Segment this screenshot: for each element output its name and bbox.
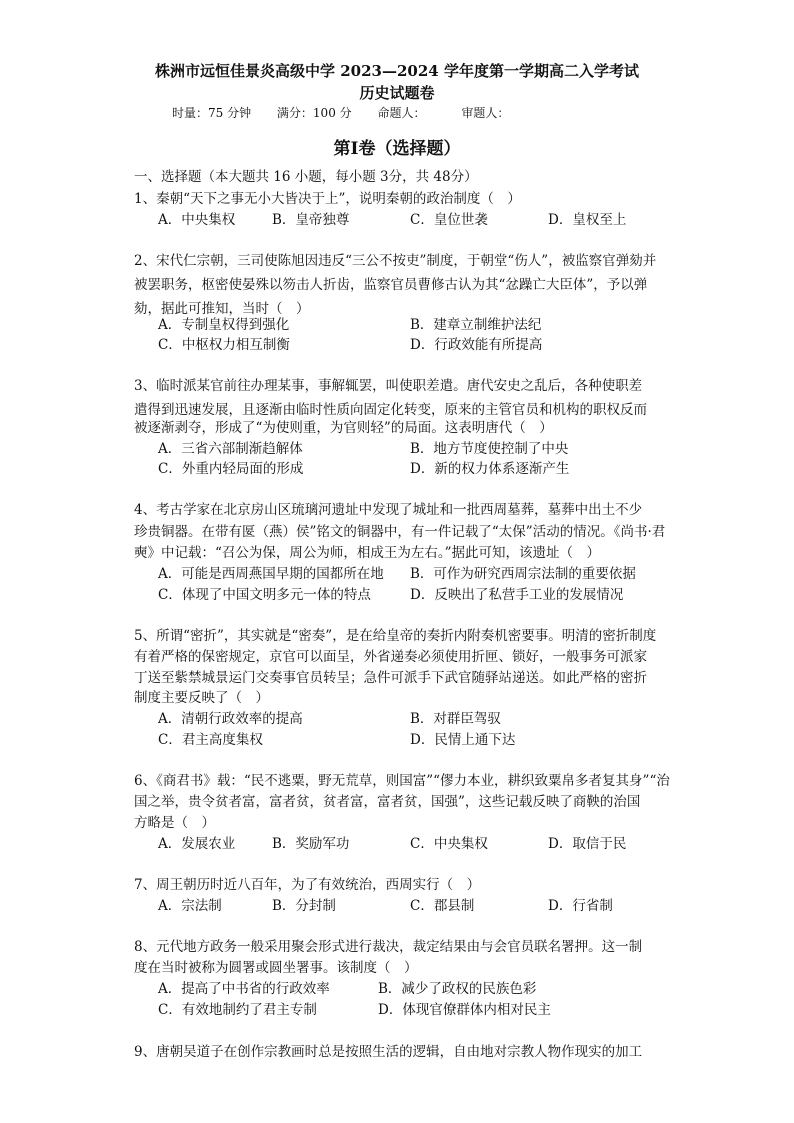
q1-option-c: C．皇位世袭	[410, 212, 488, 228]
q1-option-a: A．中央集权	[158, 212, 236, 228]
q8-option-c: C．有效地制约了君主专制	[158, 1002, 317, 1018]
question-5-line-3: 丁送至紫禁城景运门交奏事官员转呈；急件可派手下武官随驿站递送。如此严格的密折	[134, 670, 647, 686]
question-7-line: 7、周王朝历时近八百年，为了有效统治，西周实行（ ）	[134, 877, 481, 893]
question-2-line-1: 2、宋代仁宗朝，三司使陈旭因违反“三公不按吏”制度，于朝堂“伤人”，被监察官弹劾并	[134, 253, 657, 269]
q3-option-d: D．新的权力体系逐渐产生	[410, 461, 570, 477]
section-instruction: 一、选择题（本大题共 16 小题，每小题 3分，共 48分）	[134, 169, 478, 185]
q2-option-a: A．专制皇权得到强化	[158, 317, 290, 333]
q5-option-c: C．君主高度集权	[158, 732, 263, 748]
question-6-line-1: 6、《商君书》载：“民不逃粟，野无荒草，则国富”“僇力本业，耕织致粟帛多者复其身”“治	[134, 773, 670, 789]
question-6-line-2: 国之举，贵令贫者富，富者贫，贫者富，富者贫，国强”，这些记载反映了商鞅的治国	[134, 794, 641, 810]
question-2-line-2: 被罢职务，枢密使晏殊以笏击人折齿，监察官员曹修古认为其“忿躁亡大臣体”，予以弹	[134, 277, 648, 293]
q4-option-a: A．可能是西周燕国早期的国都所在地	[158, 566, 384, 582]
q4-option-b: B．可作为研究西周宗法制的重要依据	[410, 566, 636, 582]
question-5-line-2: 有着严格的保密规定，京官可以面呈，外省递奏必须使用折匣、锁好，一般事务可派家	[134, 649, 647, 665]
q6-option-a: A．发展农业	[158, 836, 236, 852]
question-1-line: 1、秦朝“天下之事无小大皆决于上”，说明秦朝的政治制度（ ）	[134, 191, 521, 207]
exam-title: 株洲市远恒佳景炎高级中学 2023—2024 学年度第一学期高二入学考试	[155, 62, 639, 80]
q7-option-d: D．行省制	[548, 898, 613, 914]
exam-meta	[172, 104, 531, 121]
q6-option-b: B．奖励军功	[272, 836, 350, 852]
exam-subtitle: 历史试题卷	[359, 84, 435, 102]
q6-option-d: D．取信于民	[548, 836, 627, 852]
question-4-line-2: 珍贵铜器。在带有匽（燕）侯”铭文的铜器中，有一件记载了“太保”活动的情况。《尚书·君	[134, 524, 666, 540]
question-3-line-2: 遣得到迅速发展，且逐渐由临时性质向固定化转变，原来的主管官员和机构的职权反而	[134, 402, 647, 418]
q2-option-b: B．建章立制维护法纪	[410, 317, 542, 333]
q3-option-c: C．外重内轻局面的形成	[158, 461, 304, 477]
question-3-line-1: 3、临时派某官前往办理某事，事解辄罢，叫使职差遣。唐代安史之乱后，各种使职差	[134, 378, 643, 394]
exam-score: 满分：100 分	[276, 106, 352, 120]
q5-option-d: D．民情上通下达	[410, 732, 516, 748]
q8-option-a: A．提高了中书省的行政效率	[158, 981, 330, 997]
section-title: 第Ⅰ卷（选择题）	[333, 139, 461, 159]
question-6-line-3: 方略是（ ）	[134, 815, 215, 831]
question-4-line-3: 奭》中记载：“召公为保，周公为师，相成王为左右。”据此可知，该遗址（ ）	[134, 545, 601, 561]
q6-option-c: C．中央集权	[410, 836, 488, 852]
question-9-line: 9、唐朝吴道子在创作宗教画时总是按照生活的逻辑，自由地对宗教人物作现实的加工	[134, 1044, 643, 1060]
q1-option-d: D．皇权至上	[548, 212, 627, 228]
q8-option-b: B．减少了政权的民族色彩	[378, 981, 537, 997]
q4-option-d: D．反映出了私营手工业的发展情况	[410, 587, 624, 603]
q3-option-a: A．三省六部制渐趋解体	[158, 441, 303, 457]
q7-option-a: A．宗法制	[158, 898, 222, 914]
q8-option-d: D．体现官僚群体内相对民主	[378, 1002, 551, 1018]
q3-option-b: B．地方节度使控制了中央	[410, 441, 569, 457]
q5-option-b: B．对群臣驾驭	[410, 711, 501, 727]
q7-option-b: B．分封制	[272, 898, 336, 914]
exam-time: 时量：75 分钟	[172, 106, 252, 120]
q4-option-c: C．体现了中国文明多元一体的特点	[158, 587, 371, 603]
question-5-line-1: 5、所谓“密折”，其实就是“密奏”，是在给皇帝的奏折内附奏机密要事。明清的密折制度	[134, 628, 657, 644]
q2-option-d: D．行政效能有所提高	[410, 337, 543, 353]
q7-option-c: C．郡县制	[410, 898, 475, 914]
question-4-line-1: 4、考古学家在北京房山区琉璃河遗址中发现了城址和一批西周墓葬，墓葬中出土不少	[134, 502, 643, 518]
question-8-line-1: 8、元代地方政务一般采用聚会形式进行裁决，裁定结果由与会官员联名署押。这一制	[134, 939, 643, 955]
q2-option-c: C．中枢权力相互制衡	[158, 337, 290, 353]
q1-option-b: B．皇帝独尊	[272, 212, 350, 228]
exam-author: 命题人：	[377, 106, 426, 120]
exam-reviewer: 审题人：	[461, 106, 510, 120]
question-3-line-3: 被逐渐剥夺，形成了“为使则重，为官则轻”的局面。这表明唐代（ ）	[134, 420, 553, 436]
q5-option-a: A．清朝行政效率的提高	[158, 711, 303, 727]
question-8-line-2: 度在当时被称为圆署或圆坐署事。该制度（ ）	[134, 960, 418, 976]
question-2-line-3: 劾，据此可推知，当时（ ）	[134, 301, 310, 317]
question-5-line-4: 制度主要反映了（ ）	[134, 690, 269, 706]
